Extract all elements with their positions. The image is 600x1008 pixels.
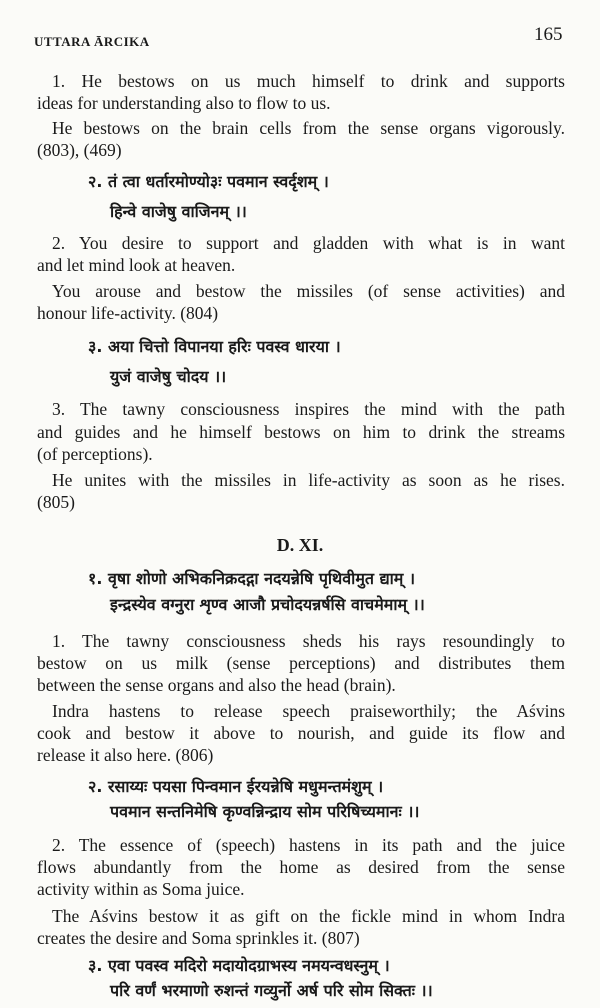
text-line: You arouse and bestow the missiles (of sense activities) and [52, 281, 565, 301]
text-line: 1. He bestows on us much himself to drink and supports [52, 71, 565, 91]
sanskrit-verse-line: इन्द्रस्येव वग्नुरा शृण्व आजौ प्रचोदयन्नर्षसि वाचमेमाम् ।। [110, 595, 425, 614]
running-header: UTTARA ĀRCIKA [34, 34, 150, 49]
text-line: He unites with the missiles in life-activity as soon as he rises. [52, 470, 565, 490]
text-line: (of perceptions). [37, 444, 153, 464]
sanskrit-verse-line: ३. अया चित्तो विपानया हरिः पवस्व धारया । [88, 337, 341, 356]
text-line: He bestows on the brain cells from the sense organs vigorously. [52, 118, 565, 138]
text-line: release it also here. (806) [37, 745, 214, 765]
text-line: bestow on us milk (sense perceptions) and distributes them [37, 653, 565, 673]
text-line: (805) [37, 492, 75, 512]
text-line: 1. The tawny consciousness sheds his rays resoundingly to [52, 631, 565, 651]
text-line: and guides and he himself bestows on him to drink the streams [37, 422, 565, 442]
sanskrit-verse-line: परि वर्णं भरमाणो रुशन्तं गव्युर्नो अर्ष परि सोम सिक्तः ।। [110, 981, 433, 1000]
text-line: cook and bestow it above to nourish, and guide its flow and [37, 723, 565, 743]
section-title: D. XI. [276, 535, 324, 555]
text-line: (803), (469) [37, 140, 122, 160]
text-line: The Aśvins bestow it as gift on the fickle mind in whom Indra [52, 906, 565, 926]
text-line: ideas for understanding also to flow to us. [37, 93, 331, 113]
text-line: 3. The tawny consciousness inspires the mind with the path [52, 399, 565, 419]
page-number: 165 [534, 24, 563, 45]
text-line: honour life-activity. (804) [37, 303, 219, 323]
text-line: Indra hastens to release speech praiseworthily; the Aśvins [52, 701, 565, 721]
sanskrit-verse-line: हिन्वे वाजेषु वाजिनम् ।। [110, 202, 247, 221]
sanskrit-verse-line: १. वृषा शोणो अभिकनिक्रदद्गा नदयन्नेषि पृथिवीमुत द्याम् । [88, 569, 416, 588]
sanskrit-verse-line: युजं वाजेषु चोदय ।। [110, 367, 227, 386]
sanskrit-verse-line: ३. एवा पवस्व मदिरो मदायोदग्राभस्य नमयन्वधस्नुम् । [88, 956, 390, 975]
text-line: 2. You desire to support and gladden with what is in want [52, 233, 565, 253]
text-line: 2. The essence of (speech) hastens in its path and the juice [52, 835, 565, 855]
sanskrit-verse-line: २. तं त्वा धर्तारमोण्यो३ः पवमान स्वर्दृशम् । [88, 172, 329, 191]
text-line: between the sense organs and also the head (brain). [37, 675, 396, 695]
sanskrit-verse-line: २. रसाय्यः पयसा पिन्वमान ईरयन्नेषि मधुमन्तमंशुम् । [88, 777, 384, 796]
text-line: activity within as Soma juice. [37, 879, 245, 899]
text-line: and let mind look at heaven. [37, 255, 236, 275]
text-line: creates the desire and Soma sprinkles it. (807) [37, 928, 360, 948]
sanskrit-verse-line: पवमान सन्तनिमेषि कृण्वन्निन्द्राय सोम परिषिच्यमानः ।। [110, 802, 420, 821]
text-line: flows abundantly from the home as desired from the sense [37, 857, 565, 877]
